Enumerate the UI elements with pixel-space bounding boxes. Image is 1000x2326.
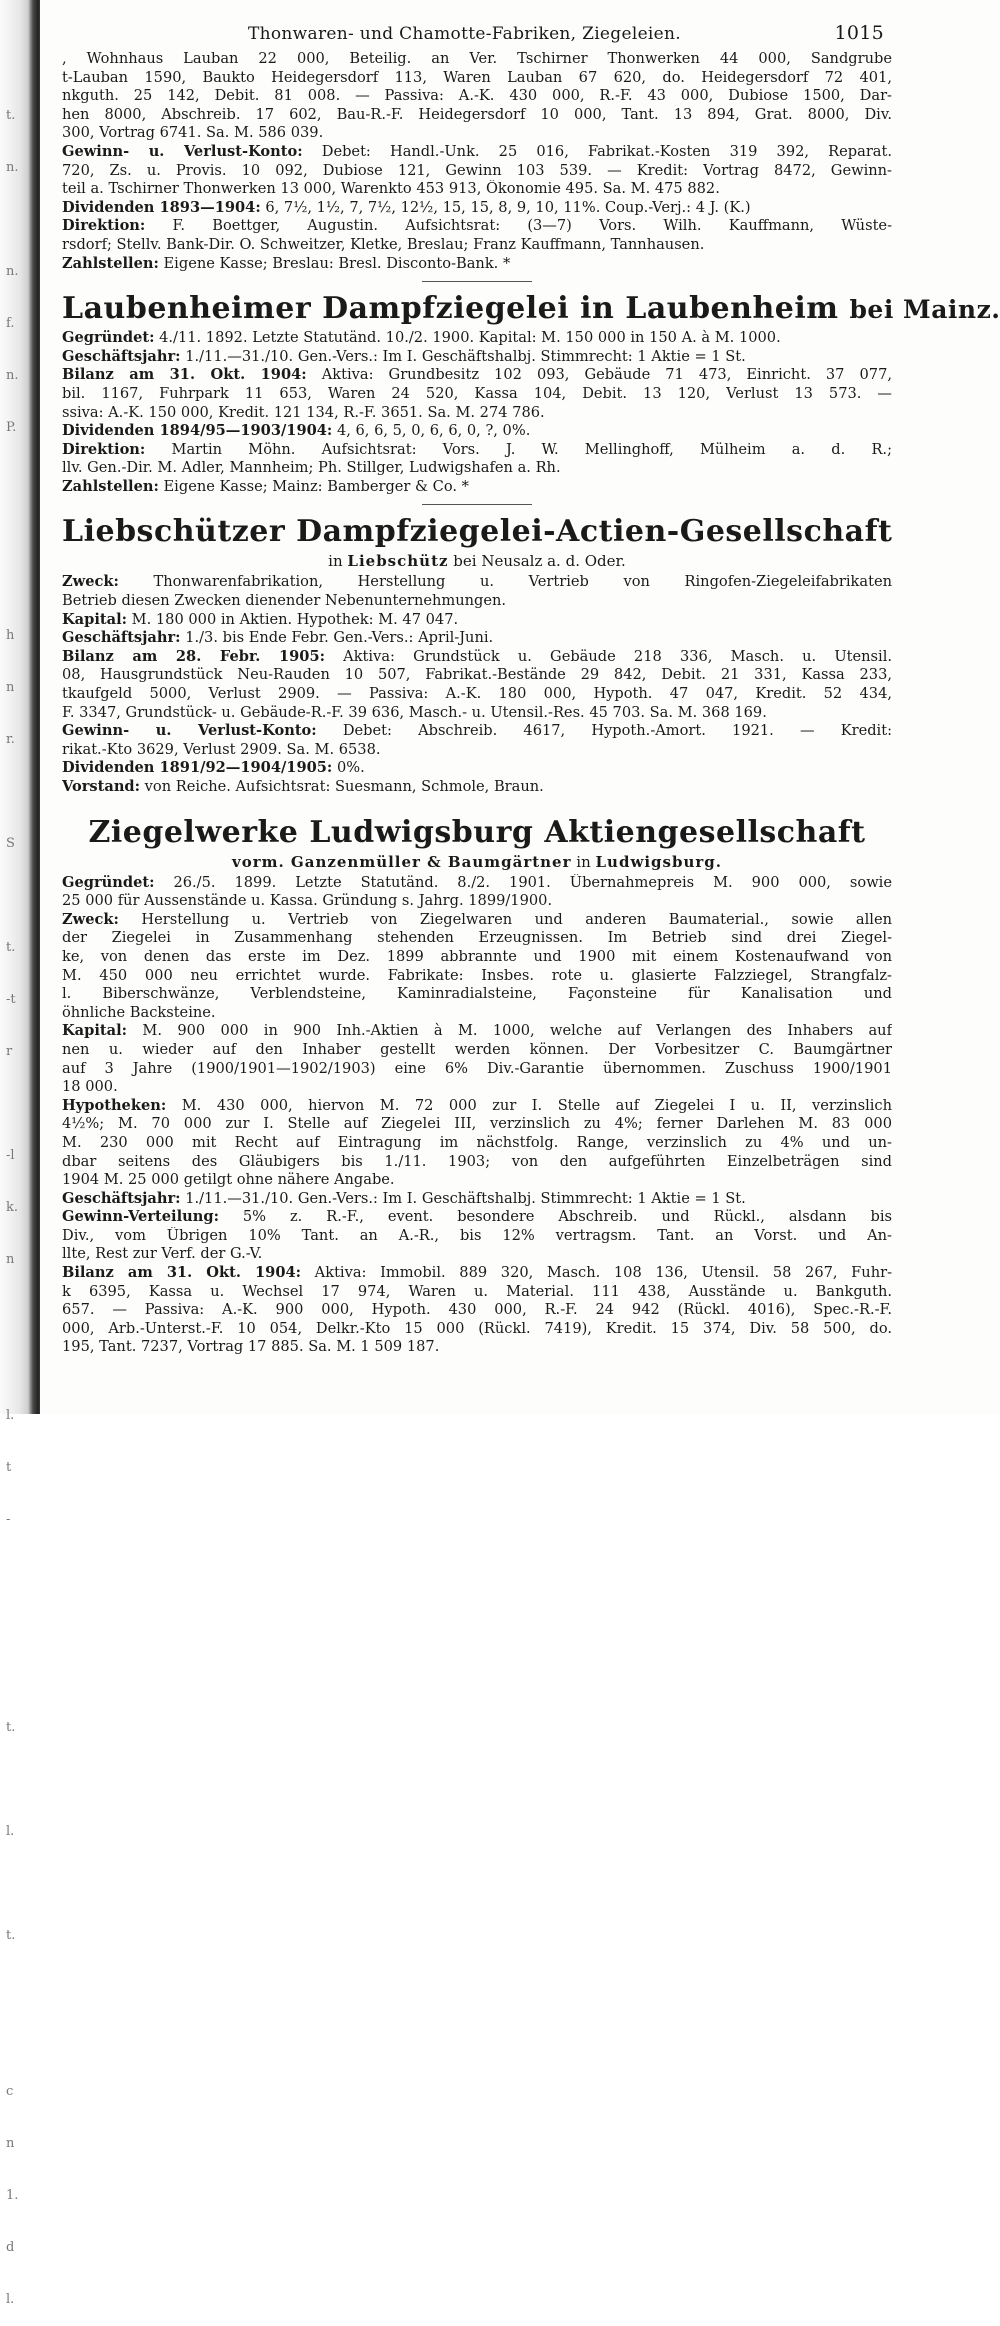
text-line xyxy=(62,911,892,930)
entry-text: 1904 M. 25 000 getilgt ohne nähere Angabe. xyxy=(62,1171,395,1189)
text-line xyxy=(62,1115,892,1134)
section-title-laubenheim: Laubenheimer Dampfziegelei in Laubenheim bei Mainz. xyxy=(62,291,1000,327)
section-subtitle-liebschuetz: in Liebschütz bei Neusalz a. d. Oder. xyxy=(328,552,626,571)
text-line xyxy=(62,441,892,460)
entry-text: Aktiva: Immobil. 889 320, Masch. 108 136, Utensil. 58 267, Fuhr- xyxy=(301,1264,892,1282)
text-line xyxy=(62,1320,892,1339)
entry-label: Bilanz am 28. Febr. 1905: xyxy=(62,647,325,665)
entry-text: k 6395, Kassa u. Wechsel 17 974, Waren u. Material. 111 438, Ausstände u. Bankguth. xyxy=(62,1282,892,1300)
entry-label: Gegründet: xyxy=(62,329,155,347)
entry-text: M. 180 000 in Aktien. Hypothek: M. 47 047. xyxy=(127,610,459,628)
text-line xyxy=(62,874,892,893)
text-line xyxy=(62,1227,892,1246)
section-liebschuetz xyxy=(62,573,892,796)
section-ludwigsburg xyxy=(62,874,892,1357)
entry-text: rsdorf; Stellv. Bank-Dir. O. Schweitzer, Kletke, Breslau; Franz Kauffmann, Tannhausen. xyxy=(62,235,705,253)
entry-label: Hypotheken: xyxy=(62,1096,167,1114)
entry-text: dbar seitens des Gläubigers bis 1./11. 1903; von den aufgeführten Einzelbeträgen sind xyxy=(62,1152,892,1170)
entry-text: M. 900 000 in 900 Inh.-Aktien à M. 1000, welche auf Verlangen des Inhabers auf xyxy=(127,1022,892,1040)
entry-text: M. 230 000 mit Recht auf Eintragung im nächstfolg. Range, verzinslich zu 4% und un- xyxy=(62,1133,892,1151)
entry-label: Kapital: xyxy=(62,610,128,628)
text-line xyxy=(62,255,892,274)
entry-label: Zweck: xyxy=(62,910,119,928)
entry-label: Zahlstellen: xyxy=(62,477,159,495)
text-line xyxy=(62,1338,892,1357)
entry-text: t-Lauban 1590, Baukto Heidegersdorf 113, Waren Lauban 67 620, do. Heidegersdorf 72 401, xyxy=(62,68,892,86)
entry-label: Bilanz am 31. Okt. 1904: xyxy=(62,1264,302,1282)
entry-text: M. 450 000 neu errichtet wurde. Fabrikate: Insbes. rote u. glasierte Falzziegel, Strangfalz- xyxy=(62,966,892,984)
text-line xyxy=(62,106,892,125)
entry-label: Zweck: xyxy=(62,573,119,591)
text-line xyxy=(62,1041,892,1060)
section-subtitle-ludwigsburg: vorm. Ganzenmüller & Baumgärtner in Ludwigsburg. xyxy=(231,852,722,871)
entry-text: 300, Vortrag 6741. Sa. M. 586 039. xyxy=(62,124,324,142)
entry-text: 4./11. 1892. Letzte Statutänd. 10./2. 1900. Kapital: M. 150 000 in 150 A. à M. 1000. xyxy=(154,329,781,347)
section-title-liebschuetz: Liebschützer Dampfziegelei-Actien-Gesellschaft xyxy=(62,514,893,550)
entry-text: F. Boettger, Augustin. Aufsichtsrat: (3—7) Vors. Wilh. Kauffmann, Wüste- xyxy=(145,217,892,235)
entry-text: 18 000. xyxy=(62,1078,118,1096)
entry-label: Vorstand: xyxy=(62,778,141,795)
text-line xyxy=(62,217,892,236)
entry-text: 1./11.—31./10. Gen.-Vers.: Im I. Geschäftshalbj. Stimmrecht: 1 Aktie = 1 St. xyxy=(180,347,746,365)
entry-text: 08, Hausgrundstück Neu-Rauden 10 507, Fabrikat.-Bestände 29 842, Debit. 21 331, Kassa 233, xyxy=(62,666,892,684)
text-line xyxy=(62,648,892,667)
entry-text: 26./5. 1899. Letzte Statutänd. 8./2. 1901. Übernahmepreis M. 900 000, sowie xyxy=(154,873,892,891)
entry-text: der Ziegelei in Zusammenhang stehenden Erzeugnissen. Im Betrieb sind drei Ziegel- xyxy=(62,929,892,947)
entry-text: Aktiva: Grundbesitz 102 093, Gebäude 71 473, Einricht. 37 077, xyxy=(306,366,892,384)
text-line xyxy=(62,69,892,88)
entry-text: llte, Rest zur Verf. der G.-V. xyxy=(62,1245,263,1263)
text-line xyxy=(62,1283,892,1302)
text-line xyxy=(62,1097,892,1116)
text-line xyxy=(62,611,892,630)
text-line xyxy=(62,778,892,797)
text-line xyxy=(62,1245,892,1264)
entry-text: 0%. xyxy=(332,759,365,777)
entry-label: Gegründet: xyxy=(62,873,155,891)
entry-text: llv. Gen.-Dir. M. Adler, Mannheim; Ph. Stillger, Ludwigshafen a. Rh. xyxy=(62,459,561,477)
text-line xyxy=(62,366,892,385)
text-line xyxy=(62,1264,892,1283)
text-line xyxy=(62,404,892,423)
text-line xyxy=(62,741,892,760)
entry-label: Dividenden 1893—1904: xyxy=(62,198,261,216)
entry-text: 195, Tant. 7237, Vortrag 17 885. Sa. M. 1 509 187. xyxy=(62,1338,440,1356)
entry-text: hen 8000, Abschreib. 17 602, Bau-R.-F. Heidegersdorf 10 000, Tant. 13 894, Grat. 8000, Div. xyxy=(62,105,892,123)
entry-text: Thonwarenfabrikation, Herstellung u. Vertrieb von Ringofen-Ziegeleifabrikaten xyxy=(118,573,892,591)
entry-text: 1./11.—31./10. Gen.-Vers.: Im I. Geschäftshalbj. Stimmrecht: 1 Aktie = 1 St. xyxy=(180,1189,746,1207)
entry-text: Div., vom Übrigen 10% Tant. an A.-R., bis 12% vertragsm. Tant. an Vorst. und An- xyxy=(62,1226,892,1244)
text-line xyxy=(62,1134,892,1153)
entry-text: Betrieb diesen Zwecken dienender Nebenunternehmungen. xyxy=(62,592,507,610)
text-line xyxy=(62,199,892,218)
entry-text: 657. — Passiva: A.-K. 900 000, Hypoth. 430 000, R.-F. 24 942 (Rückl. 4016), Spec.-R.-F. xyxy=(62,1301,892,1319)
text-line xyxy=(62,704,892,723)
entry-label: Direktion: xyxy=(62,217,146,235)
entry-text: Eigene Kasse; Breslau: Bresl. Disconto-Bank. * xyxy=(158,254,511,272)
text-line xyxy=(62,329,892,348)
divider xyxy=(422,504,532,505)
text-line xyxy=(62,1190,892,1209)
entry-text: 1./3. bis Ende Febr. Gen.-Vers.: April-Juni. xyxy=(180,629,494,647)
entry-label: Geschäftsjahr: xyxy=(62,347,181,365)
entry-text: Martin Möhn. Aufsichtsrat: Vors. J. W. Mellinghoff, Mülheim a. d. R.; xyxy=(145,440,892,458)
entry-text: 6, 7½, 1½, 7, 7½, 12½, 15, 15, 8, 9, 10, 11%. Coup.-Verj.: 4 J. (K.) xyxy=(260,198,751,216)
divider xyxy=(422,281,532,282)
entry-text: teil a. Tschirner Thonwerken 13 000, Warenkto 453 913, Ökonomie 495. Sa. M. 475 882. xyxy=(62,180,720,198)
entry-label: Geschäftsjahr: xyxy=(62,629,181,647)
entry-text: bil. 1167, Fuhrpark 11 653, Waren 24 520, Kassa 104, Debit. 13 120, Verlust 13 573. — xyxy=(62,384,892,402)
entry-text: ssiva: A.-K. 150 000, Kredit. 121 134, R.-F. 3651. Sa. M. 274 786. xyxy=(62,403,545,421)
entry-label: Dividenden 1891/92—1904/1905: xyxy=(62,759,333,777)
text-line xyxy=(62,180,892,199)
text-line xyxy=(62,1153,892,1172)
text-line xyxy=(62,592,892,611)
running-head-title: Thonwaren- und Chamotte-Fabriken, Ziegeleien. xyxy=(248,24,681,44)
section-thonwerke-continued xyxy=(62,50,892,273)
entry-text: auf 3 Jahre (1900/1901—1902/1903) eine 6% Div.-Garantie übernommen. Zuschuss 1900/1901 xyxy=(62,1059,892,1077)
text-line xyxy=(62,478,892,497)
text-line xyxy=(62,1301,892,1320)
entry-text: l. Biberschwänze, Verblendsteine, Kaminradialsteine, Façonsteine für Kanalisation und xyxy=(62,985,892,1003)
entry-text: Debet: Abschreib. 4617, Hypoth.-Amort. 1921. — Kredit: xyxy=(316,722,892,740)
entry-text: 25 000 für Aussenstände u. Kassa. Gründung s. Jahrg. 1899/1900. xyxy=(62,892,553,910)
section-laubenheim xyxy=(62,329,892,496)
text-line xyxy=(62,87,892,106)
text-line xyxy=(62,722,892,741)
entry-label: Gewinn-Verteilung: xyxy=(62,1208,219,1226)
page-number: 1015 xyxy=(834,22,884,44)
entry-text: 720, Zs. u. Provis. 10 092, Dubiose 121, Gewinn 103 539. — Kredit: Vortrag 8472, Gewinn- xyxy=(62,161,892,179)
entry-text: öhnliche Backsteine. xyxy=(62,1003,216,1021)
text-line xyxy=(62,422,892,441)
entry-label: Geschäftsjahr: xyxy=(62,1189,181,1207)
page-content xyxy=(62,22,1000,1357)
entry-text: 4, 6, 6, 5, 0, 6, 6, 0, ?, 0%. xyxy=(332,422,531,440)
gutter-fragments: t. n. n. f. n. P. h n r. S t. -t r -l k. n l. t - t. l. t. c n 1. d l. xyxy=(6,108,19,2307)
text-line xyxy=(62,1208,892,1227)
text-line xyxy=(62,685,892,704)
running-head xyxy=(62,22,892,50)
entry-text: , Wohnhaus Lauban 22 000, Beteilig. an Ver. Tschirner Thonwerken 44 000, Sandgrube xyxy=(62,50,892,67)
text-line xyxy=(62,948,892,967)
text-line xyxy=(62,929,892,948)
entry-text: F. 3347, Grundstück- u. Gebäude-R.-F. 39 636, Masch.- u. Utensil.-Res. 45 703. Sa. M. 368 169. xyxy=(62,703,767,721)
text-line xyxy=(62,1060,892,1079)
entry-text: M. 430 000, hiervon M. 72 000 zur I. Stelle auf Ziegelei I u. II, verzinslich xyxy=(166,1096,892,1114)
section-title-ludwigsburg: Ziegelwerke Ludwigsburg Aktiengesellschaft xyxy=(88,814,866,850)
entry-label: Zahlstellen: xyxy=(62,254,159,272)
text-line xyxy=(62,1022,892,1041)
entry-label: Gewinn- u. Verlust-Konto: xyxy=(62,722,317,740)
text-line xyxy=(62,385,892,404)
entry-label: Kapital: xyxy=(62,1022,128,1040)
text-line xyxy=(62,967,892,986)
text-line xyxy=(62,1171,892,1190)
entry-text: tkaufgeld 5000, Verlust 2909. — Passiva: A.-K. 180 000, Hypoth. 47 047, Kredit. 52 434, xyxy=(62,685,892,703)
entry-text: rikat.-Kto 3629, Verlust 2909. Sa. M. 6538. xyxy=(62,740,381,758)
text-line xyxy=(62,892,892,911)
text-line xyxy=(62,666,892,685)
text-line xyxy=(62,236,892,255)
text-line xyxy=(62,143,892,162)
text-line xyxy=(62,759,892,778)
binding-gutter xyxy=(0,0,40,2307)
text-line xyxy=(62,124,892,143)
text-line xyxy=(62,459,892,478)
entry-text: 5% z. R.-F., event. besondere Abschreib. und Rückl., alsdann bis xyxy=(218,1208,892,1226)
entry-text: 000, Arb.-Unterst.-F. 10 054, Delkr.-Kto 15 000 (Rückl. 7419), Kredit. 15 374, Div. 58 500, do. xyxy=(62,1319,892,1337)
entry-text: nen u. wieder auf den Inhaber gestellt werden können. Der Vorbesitzer C. Baumgärtner xyxy=(62,1040,892,1058)
text-line xyxy=(62,348,892,367)
entry-label: Dividenden 1894/95—1903/1904: xyxy=(62,422,333,440)
entry-label: Gewinn- u. Verlust-Konto: xyxy=(62,142,303,160)
text-line xyxy=(62,1078,892,1097)
entry-label: Bilanz am 31. Okt. 1904: xyxy=(62,366,307,384)
entry-text: 4½%; M. 70 000 zur I. Stelle auf Ziegelei III, verzinslich zu 4%; ferner Darlehen M. 83 000 xyxy=(62,1115,892,1133)
entry-text: nkguth. 25 142, Debit. 81 008. — Passiva: A.-K. 430 000, R.-F. 43 000, Dubiose 1500, Dar- xyxy=(62,87,892,105)
text-line xyxy=(62,573,892,592)
text-line xyxy=(62,1004,892,1023)
text-line xyxy=(62,50,892,69)
text-line xyxy=(62,985,892,1004)
entry-text: von Reiche. Aufsichtsrat: Suesmann, Schmole, Braun. xyxy=(140,778,544,795)
text-line xyxy=(62,162,892,181)
entry-text: Herstellung u. Vertrieb von Ziegelwaren und anderen Baumaterial., sowie allen xyxy=(118,910,892,928)
entry-text: Debet: Handl.-Unk. 25 016, Fabrikat.-Kosten 319 392, Reparat. xyxy=(302,142,892,160)
entry-label: Direktion: xyxy=(62,440,146,458)
text-line xyxy=(62,629,892,648)
entry-text: Aktiva: Grundstück u. Gebäude 218 336, Masch. u. Utensil. xyxy=(325,647,892,665)
entry-text: Eigene Kasse; Mainz: Bamberger & Co. * xyxy=(158,477,469,495)
entry-text: ke, von denen das erste im Dez. 1899 abbrannte und 1900 mit einem Kostenaufwand von xyxy=(62,947,892,965)
